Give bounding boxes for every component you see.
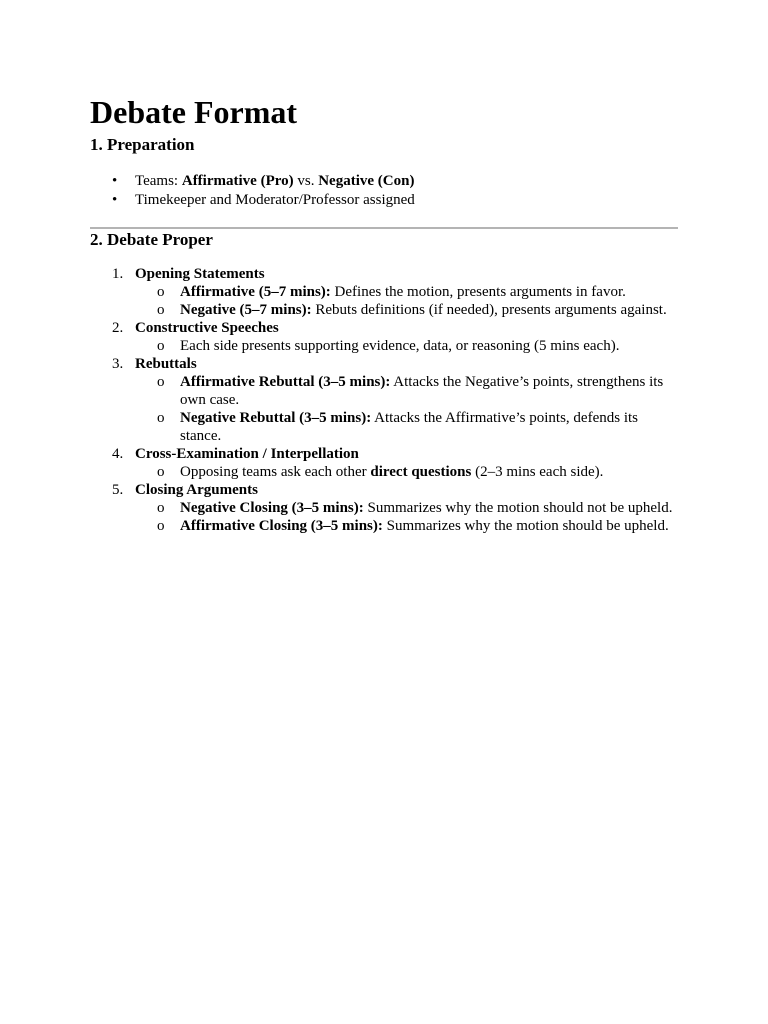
preparation-list bbox=[90, 172, 678, 210]
sub-item bbox=[135, 373, 678, 409]
circle-bullet-icon: o bbox=[157, 500, 165, 516]
sub-item-text: Summarizes why the motion should not be upheld. bbox=[363, 500, 673, 516]
sub-list bbox=[135, 499, 678, 535]
step-number: 5. bbox=[112, 482, 124, 498]
step-item bbox=[90, 355, 678, 445]
circle-bullet-icon: o bbox=[157, 410, 165, 426]
sub-item-text: Opposing teams ask each other bbox=[180, 464, 371, 480]
sub-item-text: Defines the motion, presents arguments in favor. bbox=[330, 284, 626, 300]
item-text: vs. bbox=[293, 173, 319, 189]
sub-item-text: (2–3 mins each side). bbox=[471, 464, 604, 480]
step-item bbox=[90, 265, 678, 319]
bullet-icon: • bbox=[112, 173, 118, 189]
step-title: Constructive Speeches bbox=[135, 320, 279, 336]
sub-item-text: Attacks the Affirmative’s points, defends its stance. bbox=[180, 410, 639, 444]
sub-item-label: Negative (5–7 mins): bbox=[180, 302, 312, 318]
sub-item bbox=[135, 463, 678, 481]
sub-item-label: Negative Rebuttal (3–5 mins): bbox=[180, 410, 372, 426]
sub-list bbox=[135, 463, 678, 481]
circle-bullet-icon: o bbox=[157, 518, 165, 534]
sub-item-text: Rebuts definitions (if needed), presents arguments against. bbox=[311, 302, 667, 318]
sub-list bbox=[135, 337, 678, 355]
page-title: Debate Format bbox=[90, 94, 298, 130]
step-number: 3. bbox=[112, 356, 124, 372]
step-number: 4. bbox=[112, 446, 124, 462]
section-heading-preparation: 1. Preparation bbox=[90, 135, 195, 154]
sub-item bbox=[135, 499, 678, 517]
step-number: 1. bbox=[112, 266, 124, 282]
sub-item-label: Affirmative (5–7 mins): bbox=[180, 284, 331, 300]
sub-item-label: Affirmative Closing (3–5 mins): bbox=[180, 518, 383, 534]
item-text-bold: Negative (Con) bbox=[318, 173, 415, 189]
bullet-icon: • bbox=[112, 192, 118, 208]
sub-item-text: Attacks the Negative’s points, strengthens its own case. bbox=[180, 374, 664, 408]
debate-steps-list bbox=[90, 265, 678, 535]
sub-item bbox=[135, 517, 678, 535]
step-number: 2. bbox=[112, 320, 124, 336]
list-item bbox=[90, 172, 678, 191]
sub-item-label: Affirmative Rebuttal (3–5 mins): bbox=[180, 374, 391, 390]
circle-bullet-icon: o bbox=[157, 338, 165, 354]
item-text: Timekeeper and Moderator/Professor assigned bbox=[135, 192, 415, 208]
section-heading-debate-proper: 2. Debate Proper bbox=[90, 230, 213, 249]
item-text-bold: Affirmative (Pro) bbox=[181, 173, 294, 189]
step-item bbox=[90, 481, 678, 535]
step-title: Opening Statements bbox=[135, 266, 265, 282]
circle-bullet-icon: o bbox=[157, 302, 165, 318]
list-item bbox=[90, 191, 678, 210]
sub-item bbox=[135, 301, 678, 319]
circle-bullet-icon: o bbox=[157, 464, 165, 480]
document-page bbox=[90, 90, 678, 535]
step-title: Cross-Examination / Interpellation bbox=[135, 446, 359, 462]
sub-item-text: Summarizes why the motion should be upheld. bbox=[382, 518, 669, 534]
circle-bullet-icon: o bbox=[157, 284, 165, 300]
step-item bbox=[90, 319, 678, 355]
step-title: Closing Arguments bbox=[135, 482, 258, 498]
sub-item bbox=[135, 409, 678, 445]
sub-item-text: Each side presents supporting evidence, data, or reasoning (5 mins each). bbox=[180, 338, 620, 354]
step-title: Rebuttals bbox=[135, 356, 197, 372]
sub-item bbox=[135, 337, 678, 355]
sub-list bbox=[135, 283, 678, 319]
sub-list bbox=[135, 373, 678, 445]
sub-item-label: Negative Closing (3–5 mins): bbox=[180, 500, 364, 516]
item-text-prefix: Teams: bbox=[135, 173, 182, 189]
step-item bbox=[90, 445, 678, 481]
sub-item bbox=[135, 283, 678, 301]
circle-bullet-icon: o bbox=[157, 374, 165, 390]
sub-item-label: direct questions bbox=[370, 464, 472, 480]
